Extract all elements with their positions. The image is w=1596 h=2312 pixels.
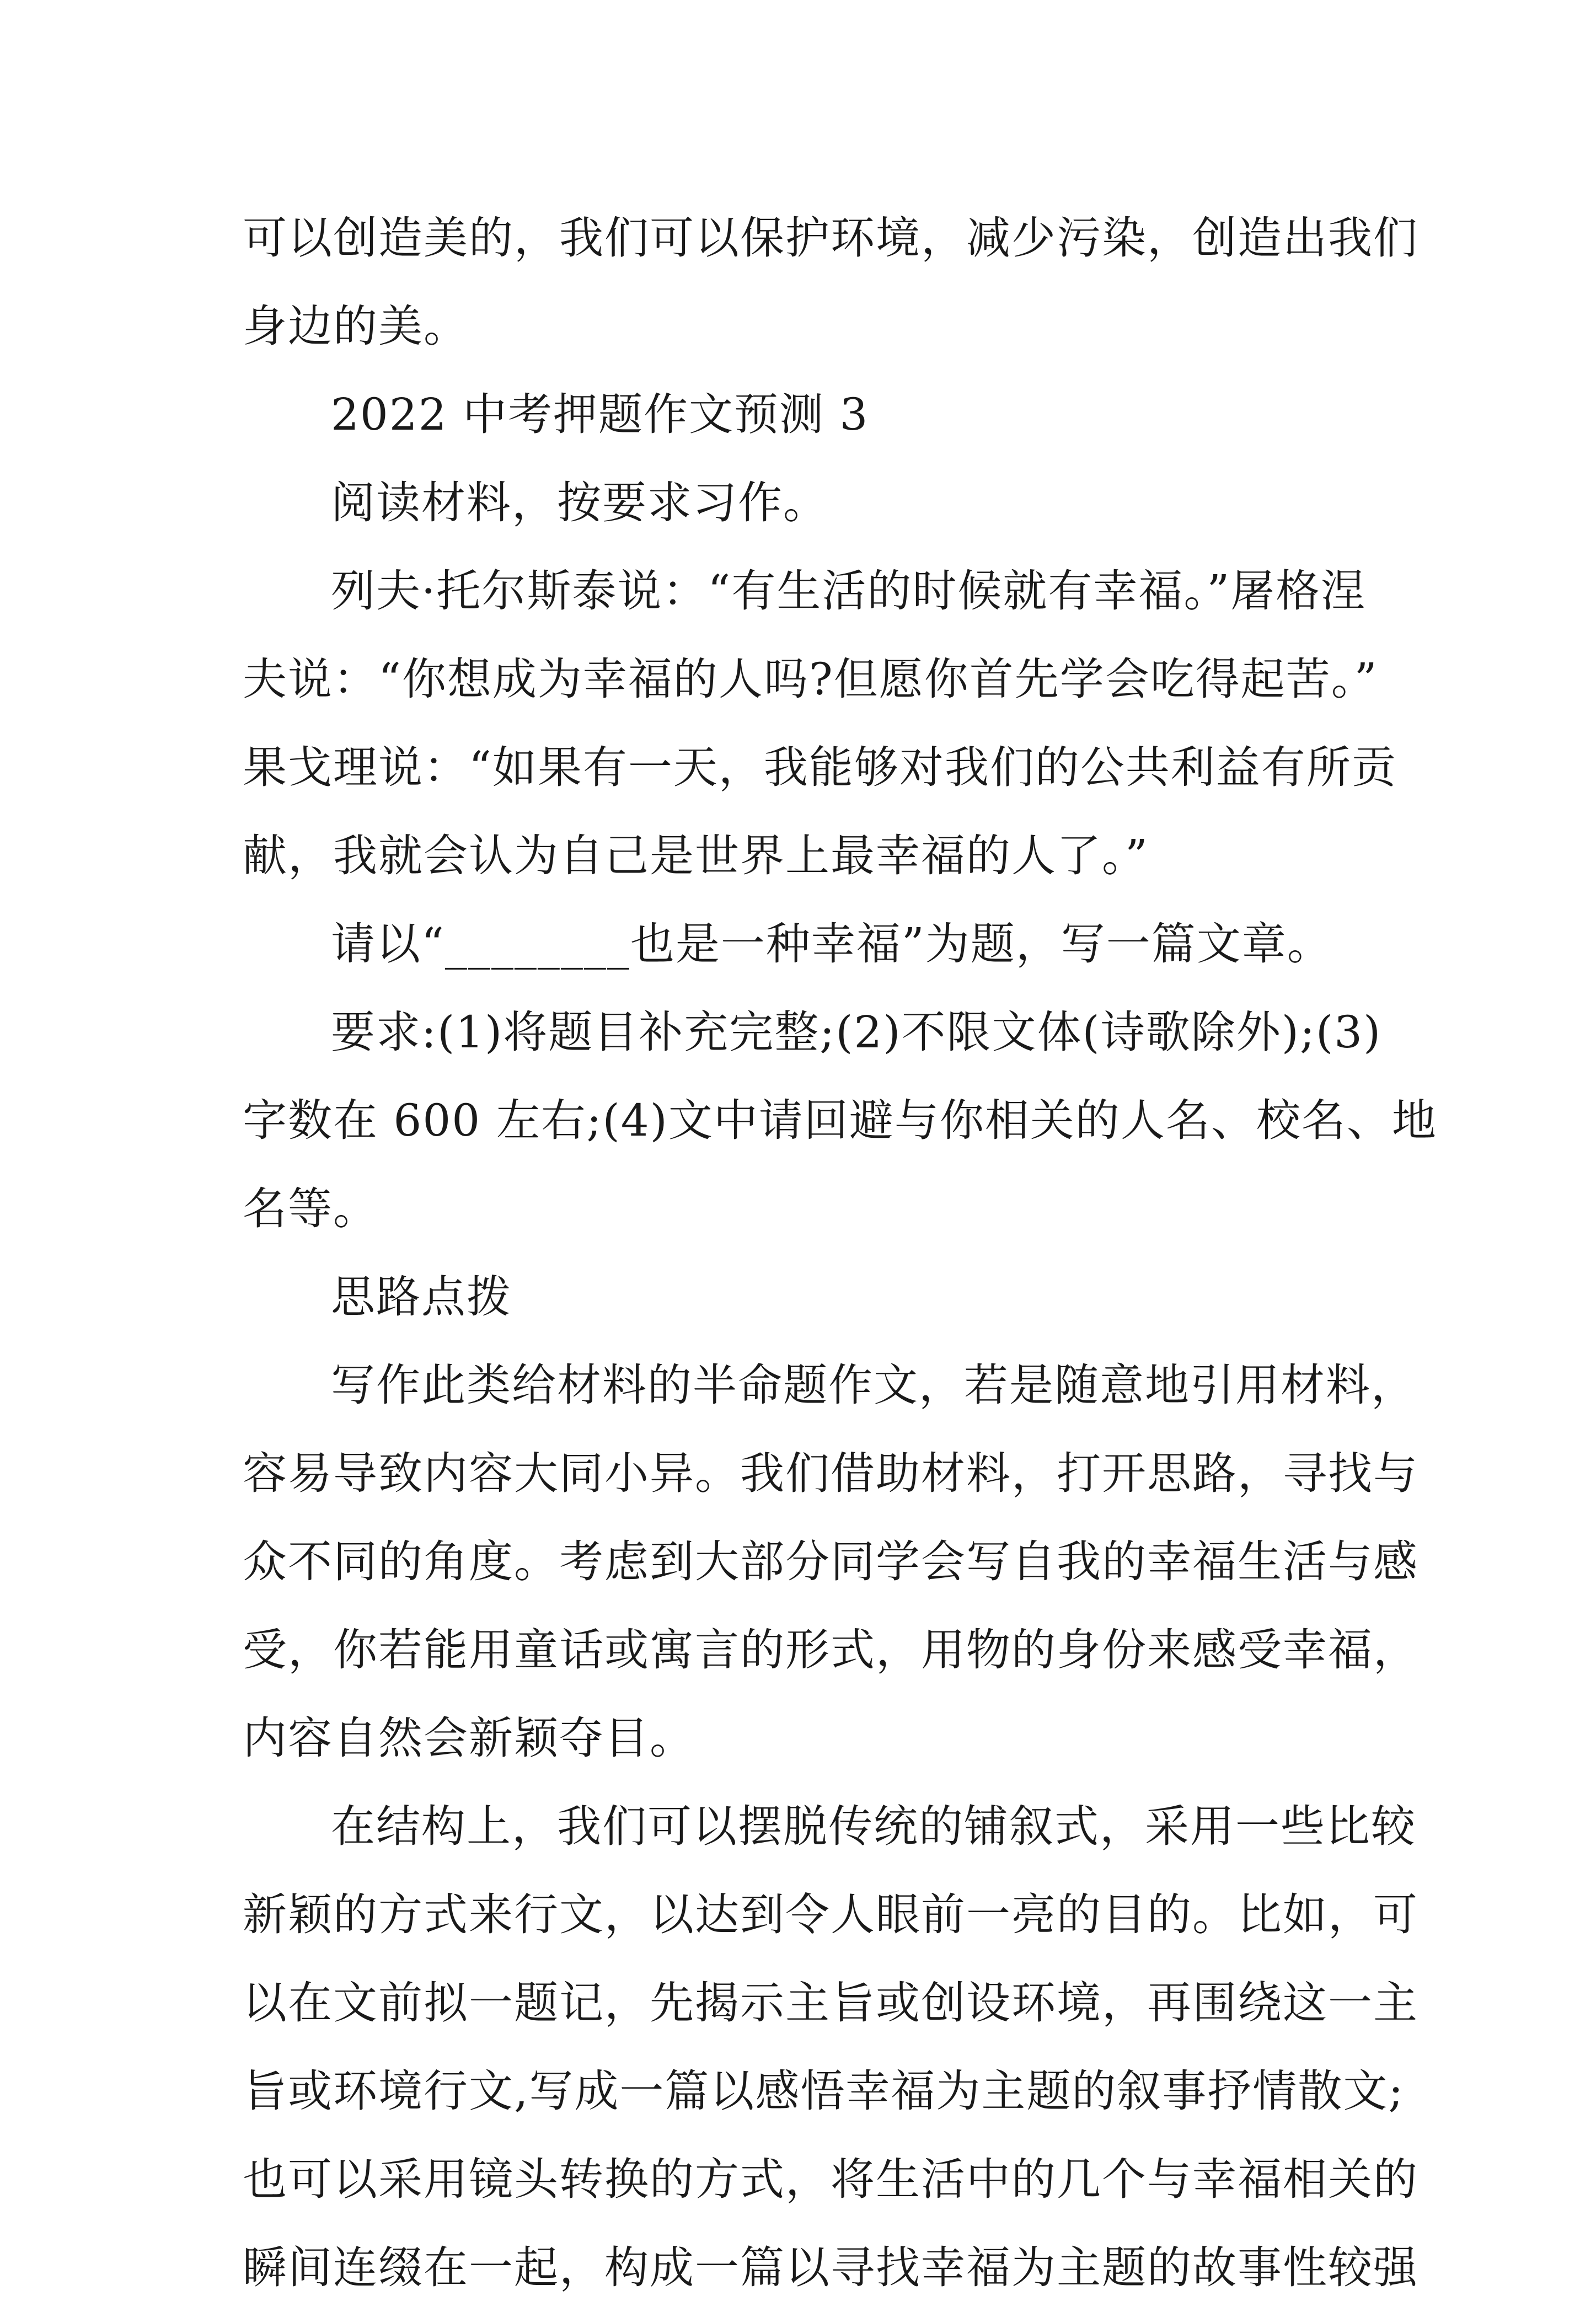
text-line: 列夫·托尔斯泰说：“有生活的时候就有幸福。”屠格涅 (331, 565, 1367, 617)
text-line: 阅读材料，按要求习作。 (331, 477, 828, 528)
text-line: 瞬间连缀在一起，构成一篇以寻找幸福为主题的故事性较强 (243, 2242, 1418, 2293)
text-line: 夫说：“你想成为幸福的人吗?但愿你首先学会吃得起苦。” (243, 654, 1378, 705)
document-body (243, 194, 1437, 2312)
text-line: 也可以采用镜头转换的方式，将生活中的几个与幸福相关的 (243, 2154, 1418, 2205)
text-line: 献，我就会认为自己是世界上最幸福的人了。” (243, 830, 1149, 881)
section-heading: 思路点拨 (331, 1271, 512, 1323)
section-heading: 2022 中考押题作文预测 3 (331, 389, 869, 440)
text-line: 名等。 (243, 1183, 378, 1234)
text-line: 在结构上，我们可以摆脱传统的铺叙式，采用一些比较 (331, 1801, 1416, 1852)
text-line: 写作此类给材料的半命题作文，若是随意地引用材料， (331, 1360, 1416, 1411)
text-line: 众不同的角度。考虑到大部分同学会写自我的幸福生活与感 (243, 1536, 1418, 1587)
text-line: 果戈理说：“如果有一天，我能够对我们的公共利益有所贡 (243, 742, 1397, 793)
text-line: 请以“________也是一种幸福”为题，写一篇文章。 (331, 918, 1332, 970)
text-line: 内容自然会新颖夺目。 (243, 1712, 695, 1764)
text-line: 新颖的方式来行文，以达到令人眼前一亮的目的。比如，可 (243, 1889, 1418, 1940)
text-line: 字数在 600 左右;(4)文中请回避与你相关的人名、校名、地 (243, 1095, 1437, 1146)
text-line: 受，你若能用童话或寓言的形式，用物的身份来感受幸福， (243, 1624, 1418, 1676)
text-line: 以在文前拟一题记，先揭示主旨或创设环境，再围绕这一主 (243, 1977, 1418, 2029)
text-line: 容易导致内容大同小异。我们借助材料，打开思路，寻找与 (243, 1448, 1418, 1499)
text-line: 旨或环境行文,写成一篇以感悟幸福为主题的叙事抒情散文; (243, 2065, 1405, 2117)
text-line: 可以创造美的，我们可以保护环境，减少污染，创造出我们 (243, 212, 1418, 264)
text-line: 要求:(1)将题目补充完整;(2)不限文体(诗歌除外);(3) (331, 1007, 1382, 1058)
text-line: 身边的美。 (243, 301, 469, 352)
